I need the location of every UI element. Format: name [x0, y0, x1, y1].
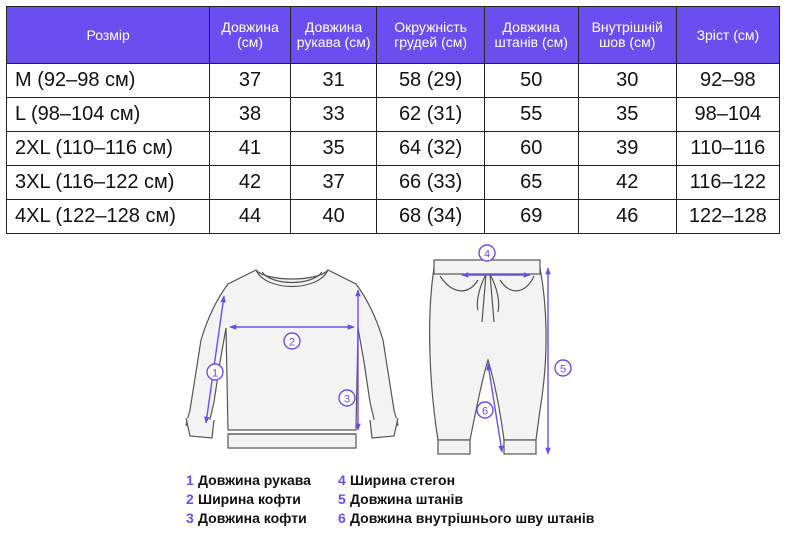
marker-4: [479, 245, 495, 261]
table-cell: 33: [290, 98, 377, 132]
legend-item: 6 Довжина внутрішнього шву штанів: [338, 510, 595, 526]
table-cell: 31: [290, 64, 377, 98]
pants-drawing: [430, 260, 546, 454]
table-cell: L (98–104 см): [7, 98, 210, 132]
table-cell: 60: [484, 132, 578, 166]
table-row: [7, 166, 780, 200]
table-row: [7, 200, 780, 234]
table-cell: 122–128: [676, 200, 779, 234]
marker-2-label: 2: [288, 336, 296, 349]
table-cell: 42: [578, 166, 676, 200]
table-cell: 46: [578, 200, 676, 234]
table-cell: 2XL (110–116 см): [7, 132, 210, 166]
marker-5: [555, 360, 571, 376]
table-cell: 44: [210, 200, 290, 234]
sweatshirt-drawing: [186, 270, 398, 448]
table-cell: 92–98: [676, 64, 779, 98]
marker-3: [339, 390, 355, 406]
legend-column-1: [186, 471, 311, 528]
table-cell: 66 (33): [377, 166, 484, 200]
table-header-row: [7, 7, 780, 64]
table-cell: 68 (34): [377, 200, 484, 234]
table-cell: 58 (29): [377, 64, 484, 98]
header-pants-length: Довжина штанів (см): [484, 7, 578, 64]
table-cell: 30: [578, 64, 676, 98]
table-cell: 116–122: [676, 166, 779, 200]
table-cell: 35: [290, 132, 377, 166]
table-cell: 55: [484, 98, 578, 132]
table-cell: M (92–98 см): [7, 64, 210, 98]
table-cell: 3XL (116–122 см): [7, 166, 210, 200]
table-cell: 35: [578, 98, 676, 132]
table-cell: 69: [484, 200, 578, 234]
legend-item: 4 Ширина стегон: [338, 472, 456, 488]
table-cell: 39: [578, 132, 676, 166]
legend-item: 2 Ширина кофти: [186, 491, 301, 507]
table-cell: 4XL (122–128 см): [7, 200, 210, 234]
header-height: Зріст (см): [676, 7, 779, 64]
legend-item: 5 Довжина штанів: [338, 491, 464, 507]
table-cell: 42: [210, 166, 290, 200]
header-length: Довжина (см): [210, 7, 290, 64]
marker-6: [477, 402, 493, 418]
table-cell: 50: [484, 64, 578, 98]
marker-4-label: 4: [483, 248, 491, 261]
legend-item: 1 Довжина рукава: [186, 472, 311, 488]
marker-3-label: 3: [343, 393, 351, 406]
table-cell: 38: [210, 98, 290, 132]
table-cell: 37: [210, 64, 290, 98]
table-row: [7, 132, 780, 166]
size-table: [6, 6, 780, 234]
marker-1: [207, 364, 223, 380]
table-row: [7, 64, 780, 98]
marker-1-label: 1: [211, 367, 219, 380]
table-cell: 37: [290, 166, 377, 200]
legend-column-2: [338, 471, 594, 528]
table-row: [7, 98, 780, 132]
marker-2: [284, 333, 300, 349]
table-cell: 65: [484, 166, 578, 200]
table-cell: 98–104: [676, 98, 779, 132]
header-sleeve-length: Довжина рукава (см): [290, 7, 377, 64]
table-cell: 62 (31): [377, 98, 484, 132]
table-cell: 64 (32): [377, 132, 484, 166]
table-cell: 41: [210, 132, 290, 166]
marker-6-label: 6: [481, 405, 489, 418]
header-chest: Окружність грудей (см): [377, 7, 484, 64]
header-inseam: Внутрішній шов (см): [578, 7, 676, 64]
table-cell: 40: [290, 200, 377, 234]
table-cell: 110–116: [676, 132, 779, 166]
header-size: Розмір: [7, 7, 210, 64]
garment-diagram: [0, 240, 785, 468]
legend-item: 3 Довжина кофти: [186, 510, 307, 526]
marker-5-label: 5: [559, 363, 567, 376]
